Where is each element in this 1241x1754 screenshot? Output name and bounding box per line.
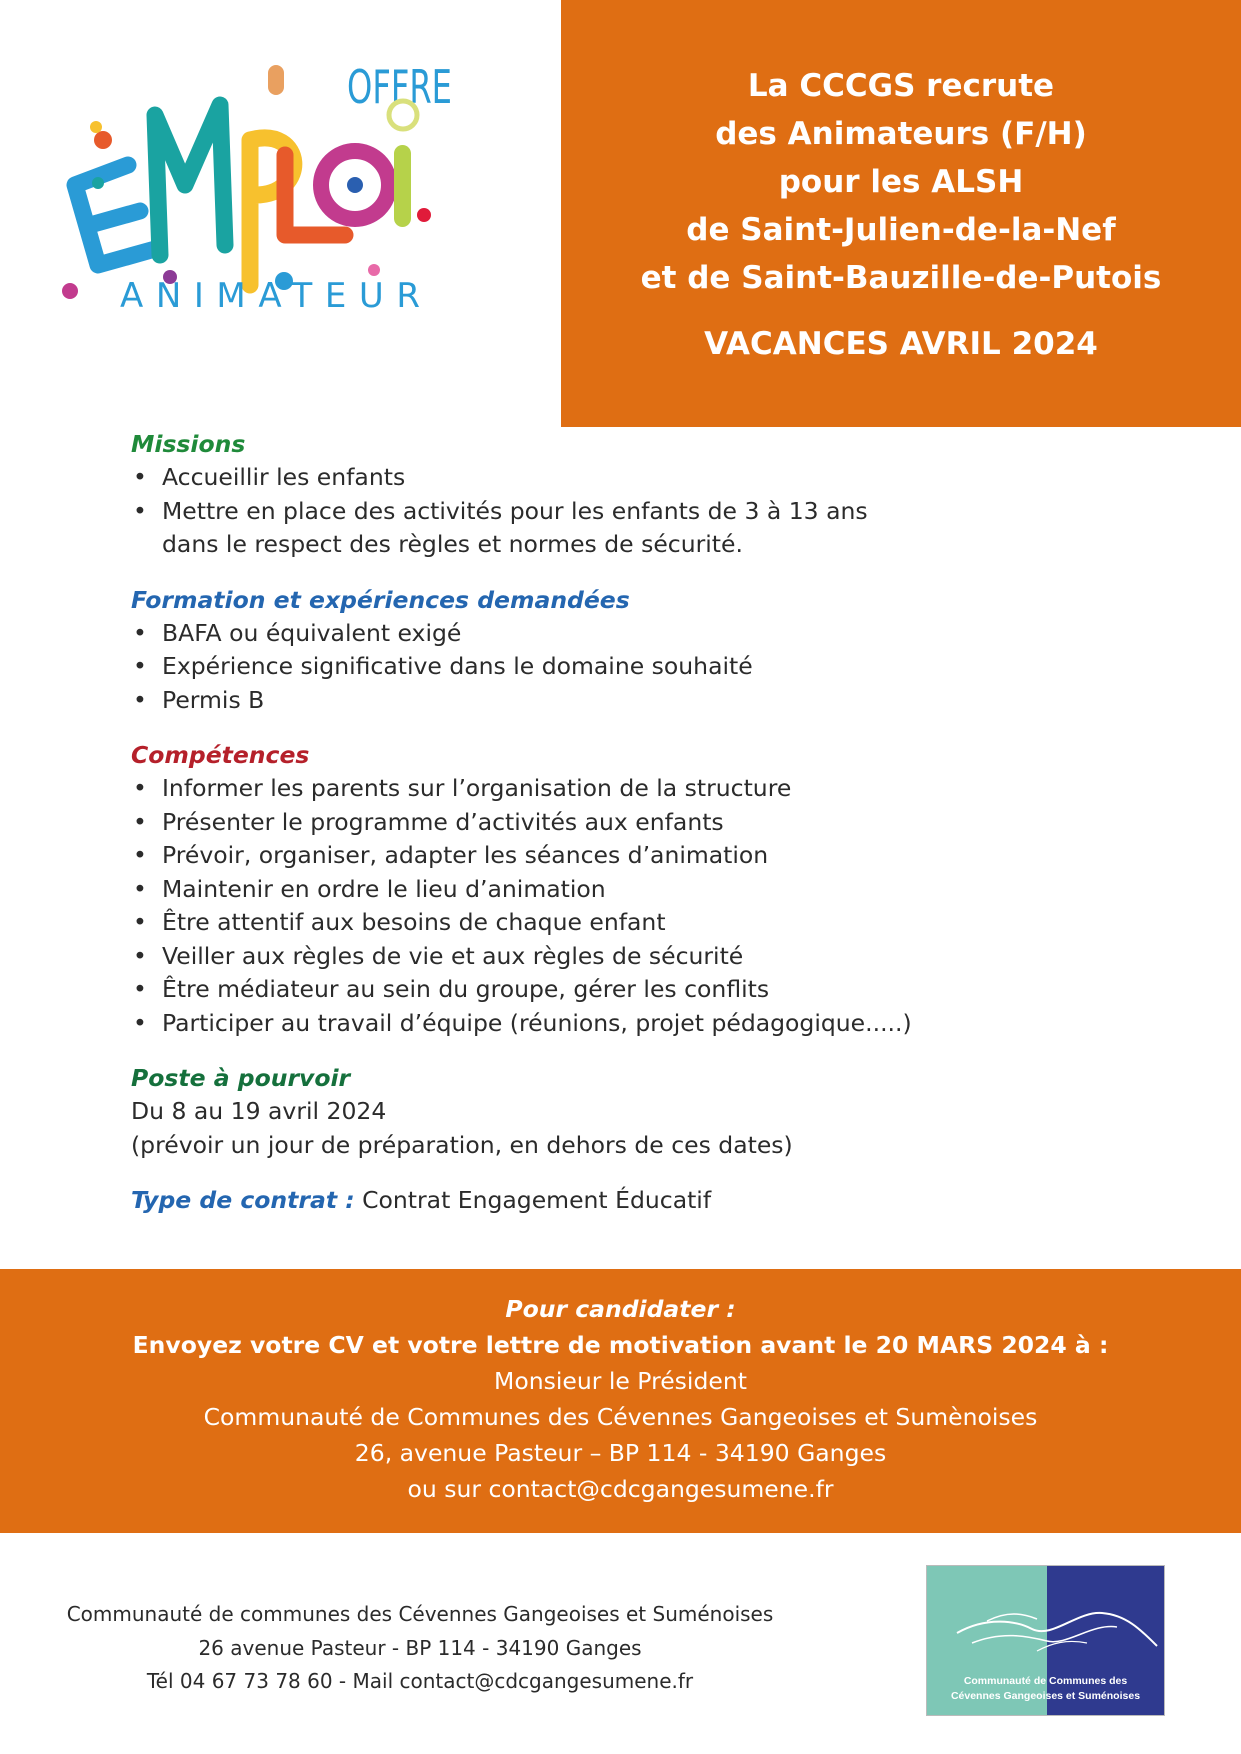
apply-title: Pour candidater : (505, 1295, 736, 1323)
community-logo-line: Communauté de Communes des (963, 1675, 1128, 1687)
missions-list (131, 461, 1031, 562)
list-item-text: Mettre en place des activités pour les enfants de 3 à 13 ans (162, 496, 868, 525)
contrat-section (131, 1184, 1031, 1218)
list-item-text: Participer au travail d’équipe (réunions, projet pédagogique.....) (162, 1008, 912, 1037)
list-item: • Être médiateur au sein du groupe, gérer les conflits (133, 975, 770, 1003)
list-item-text: Veiller aux règles de vie et aux règles de sécurité (162, 941, 744, 970)
community-logo-text (927, 1674, 1164, 1704)
list-item: • Accueillir les enfants (133, 463, 406, 491)
apply-recipient: Monsieur le Président (494, 1367, 747, 1395)
poste-note: (prévoir un jour de préparation, en dehors de ces dates) (131, 1130, 793, 1159)
list-item: • Prévoir, organiser, adapter les séances d’animation (133, 841, 769, 869)
application-banner (0, 1269, 1241, 1533)
header-banner (561, 0, 1241, 427)
offre-emploi-logo (60, 45, 490, 355)
header-line: des Animateurs (F/H) (715, 116, 1087, 152)
emploi-logo-graphic (60, 45, 490, 355)
header-title (561, 62, 1241, 302)
missions-title: Missions (131, 430, 246, 458)
contrat-label: Type de contrat : (131, 1186, 355, 1214)
logo-top-word: OFFRE (347, 60, 452, 114)
header-line: de Saint-Julien-de-la-Nef (686, 212, 1116, 248)
header-line: et de Saint-Bauzille-de-Putois (640, 260, 1162, 296)
footer-line[interactable]: Tél 04 67 73 78 60 - Mail contact@cdcgangesumene.fr (146, 1669, 694, 1693)
list-item: • Présenter le programme d’activités aux enfants (133, 807, 724, 836)
apply-address: 26, avenue Pasteur – BP 114 - 34190 Ganges (354, 1439, 887, 1467)
footer-line: Communauté de communes des Cévennes Gangeoises et Suménoises (66, 1602, 774, 1626)
apply-instruction: Envoyez votre CV et votre lettre de motivation avant le 20 MARS 2024 à : (132, 1331, 1109, 1359)
poste-dates: Du 8 au 19 avril 2024 (131, 1097, 387, 1125)
list-item-text: Accueillir les enfants (162, 463, 406, 491)
list-item: • Expérience significative dans le domaine souhaité (133, 652, 753, 680)
formation-section (131, 584, 1031, 718)
list-item-text: Maintenir en ordre le lieu d’animation (162, 874, 606, 903)
competences-section (131, 739, 1031, 1040)
job-details (131, 428, 1031, 1240)
footer-line: 26 avenue Pasteur - BP 114 - 34190 Ganges (198, 1635, 642, 1660)
list-item-text: Prévoir, organiser, adapter les séances d’animation (162, 841, 769, 869)
list-item: • BAFA ou équivalent exigé (133, 618, 462, 647)
list-item: • Mettre en place des activités pour les enfants de 3 à 13 ans (133, 496, 868, 525)
apply-organization: Communauté de Communes des Cévennes Gangeoises et Sumènoises (203, 1403, 1038, 1431)
apply-email[interactable]: ou sur contact@cdcgangesumene.fr (407, 1475, 834, 1503)
list-item: • Être attentif aux besoins de chaque enfant (133, 908, 666, 936)
footer-contact (60, 1598, 780, 1699)
missions-section (131, 428, 1031, 562)
list-item: • Participer au travail d’équipe (réunions, projet pédagogique.....) (133, 1008, 912, 1037)
community-logo (926, 1565, 1165, 1716)
list-item-text: Permis B (162, 685, 265, 714)
logo-bottom-word: ANIMATEUR (120, 276, 420, 316)
formation-list (131, 617, 1031, 718)
competences-list (131, 772, 1031, 1040)
list-item: • Veiller aux règles de vie et aux règles de sécurité (133, 941, 744, 970)
list-item-text: Être médiateur au sein du groupe, gérer les conflits (162, 975, 770, 1003)
list-item-text: Expérience significative dans le domaine souhaité (162, 652, 753, 680)
list-item-text: Présenter le programme d’activités aux enfants (162, 807, 724, 836)
competences-title: Compétences (131, 741, 310, 769)
list-item-text: Informer les parents sur l’organisation de la structure (162, 774, 792, 802)
formation-title: Formation et expériences demandées (131, 585, 630, 614)
list-item: • Permis B (133, 685, 265, 714)
contrat-line (131, 1184, 1031, 1218)
contrat-value: Contrat Engagement Éducatif (354, 1186, 712, 1214)
poste-title: Poste à pourvoir (131, 1064, 351, 1092)
waves-icon (927, 1591, 1164, 1661)
list-item-continuation (131, 528, 1031, 562)
header-subtitle: VACANCES AVRIL 2024 (704, 326, 1098, 362)
list-item-text: BAFA ou équivalent exigé (162, 618, 462, 647)
header-line: pour les ALSH (778, 164, 1024, 200)
list-item: • Informer les parents sur l’organisation de la structure (133, 774, 792, 802)
header-line: La CCCGS recrute (747, 68, 1055, 104)
list-item: • Maintenir en ordre le lieu d’animation (133, 874, 606, 903)
community-logo-line: Cévennes Gangeoises et Suménoises (950, 1690, 1141, 1702)
list-item-text: Être attentif aux besoins de chaque enfant (162, 908, 666, 936)
poste-section (131, 1062, 1031, 1162)
list-item-text: dans le respect des règles et normes de sécurité. (162, 530, 743, 558)
